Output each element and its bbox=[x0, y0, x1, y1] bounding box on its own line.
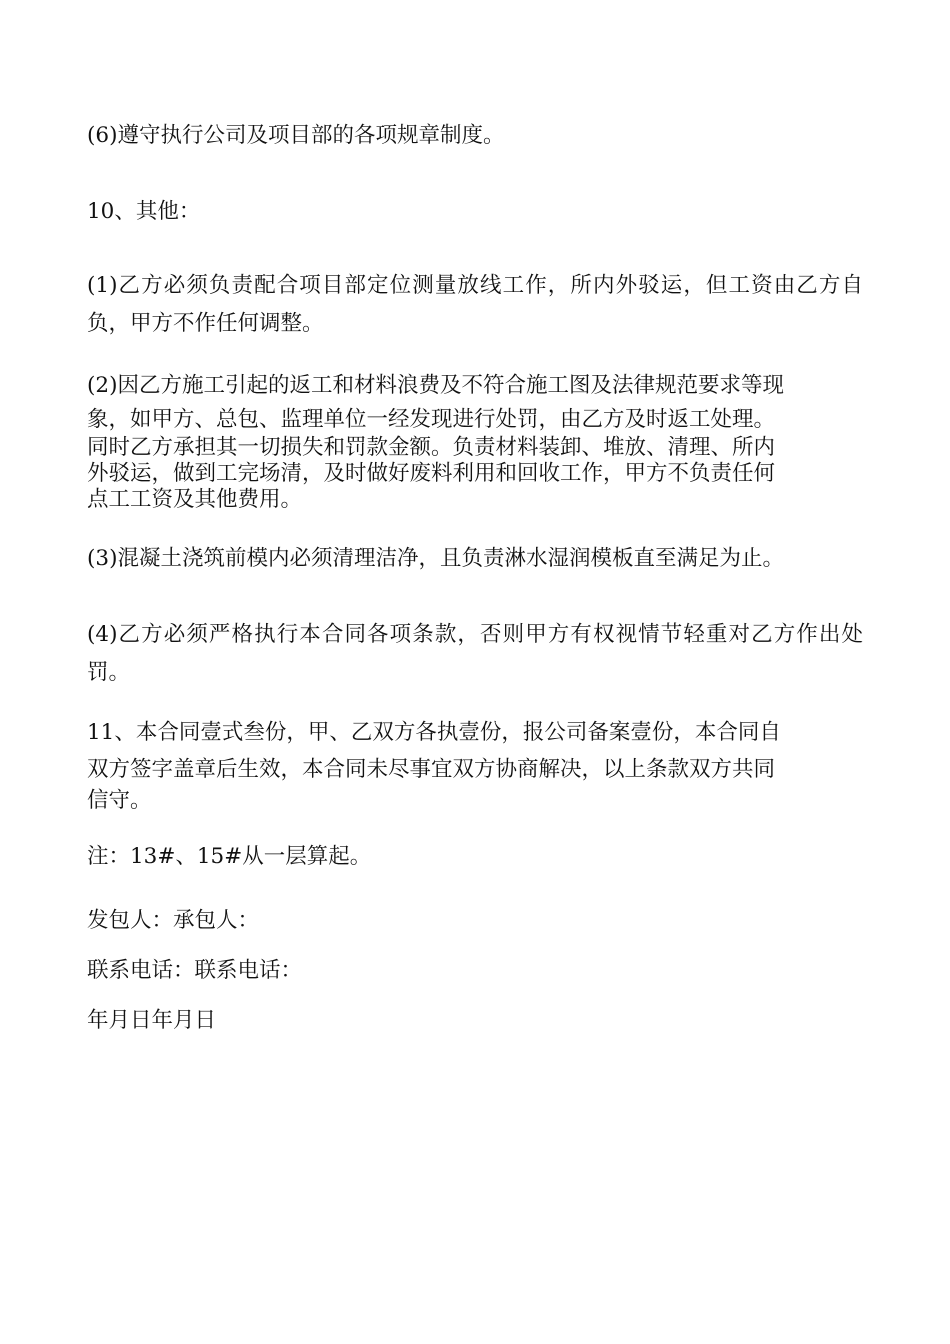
section-11 bbox=[87, 714, 863, 814]
section-11-line: 信守。 bbox=[87, 788, 152, 813]
section-11-line: 双方签字盖章后生效，本合同未尽事宜双方协商解决，以上条款双方共同 bbox=[87, 757, 776, 782]
clause-10-2-line: 同时乙方承担其一切损失和罚款金额。负责材料装卸、堆放、清理、所内 bbox=[87, 435, 776, 460]
clause-10-2-line: (2)因乙方施工引起的返工和材料浪费及不符合施工图及法律规范要求等现 bbox=[87, 373, 784, 398]
clause-10-2-line: 象，如甲方、总包、监理单位一经发现进行处罚，由乙方及时返工处理。 bbox=[87, 407, 776, 432]
clause-10-2 bbox=[87, 367, 863, 513]
clause-10-2-line: 点工工资及其他费用。 bbox=[87, 487, 303, 512]
signature-parties: 发包人：承包人： bbox=[87, 908, 260, 933]
contact-phone-line: 联系电话：联系电话： bbox=[87, 958, 303, 983]
date-line: 年月日年月日 bbox=[87, 1008, 217, 1033]
note-line: 注：13#、15#从一层算起。 bbox=[87, 844, 372, 869]
clause-10-4: (4)乙方必须严格执行本合同各项条款，否则甲方有权视情节轻重对乙方作出处罚。 bbox=[87, 622, 863, 685]
section-10-heading: 10、其他： bbox=[87, 199, 201, 224]
clause-10-2-line: 外驳运，做到工完场清，及时做好废料利用和回收工作，甲方不负责任何 bbox=[87, 461, 776, 486]
clause-9-6: (6)遵守执行公司及项目部的各项规章制度。 bbox=[87, 123, 505, 148]
clause-10-3: (3)混凝土浇筑前模内必须清理洁净，且负责淋水湿润模板直至满足为止。 bbox=[87, 546, 784, 571]
section-11-line: 11、本合同壹式叁份，甲、乙双方各执壹份，报公司备案壹份，本合同自 bbox=[87, 720, 781, 745]
clause-10-1: (1)乙方必须负责配合项目部定位测量放线工作，所内外驳运，但工资由乙方自负，甲方不作任何调整。 bbox=[87, 273, 863, 336]
